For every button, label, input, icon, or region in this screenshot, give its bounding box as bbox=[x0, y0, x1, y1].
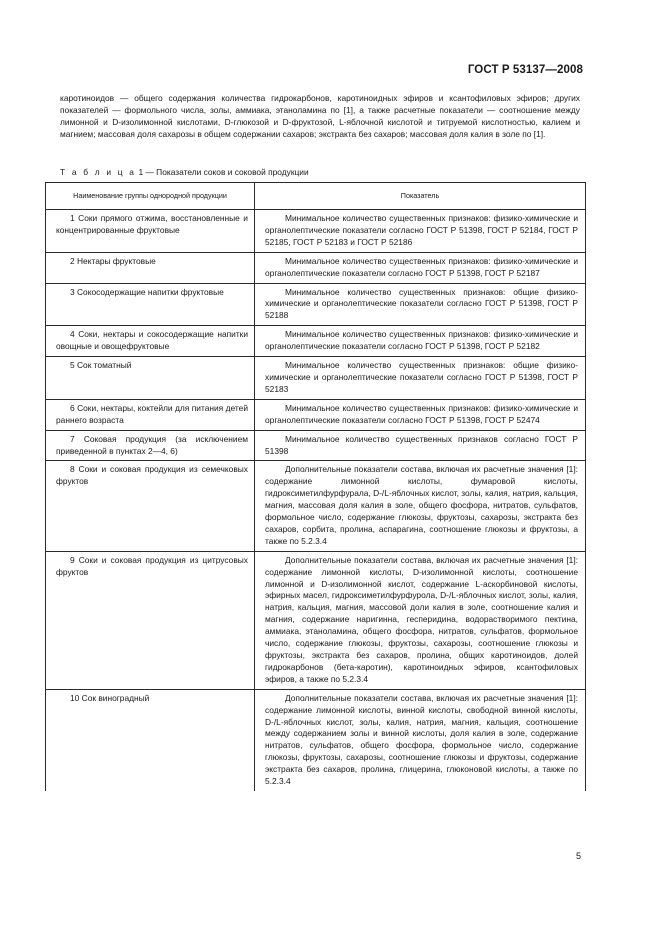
group-cell: 1 Соки прямого отжима, восстановленные и концентрированные фруктовые bbox=[46, 210, 255, 253]
table-row bbox=[46, 210, 586, 253]
table-caption-title: 1 — Показатели соков и соковой продукции bbox=[136, 167, 309, 177]
page-number: 5 bbox=[575, 851, 581, 861]
group-cell: 8 Соки и соковая продукция из семечковых фруктов bbox=[46, 461, 255, 551]
table-row bbox=[46, 461, 586, 551]
table-row bbox=[46, 283, 586, 326]
column-header-group: Наименование группы однородной продукции bbox=[46, 183, 255, 210]
group-cell: 4 Соки, нектары и сокосодержащие напитки овощные и овощефруктовые bbox=[46, 326, 255, 357]
indicator-cell: Минимальное количество существенных признаков: физико-химические и органолептические показатели согласно ГОСТ Р 51398, ГОСТ Р 52474 bbox=[255, 399, 586, 430]
table-row bbox=[46, 399, 586, 430]
group-cell: 2 Нектары фруктовые bbox=[46, 252, 255, 283]
group-cell: 3 Сокосодержащие напитки фруктовые bbox=[46, 283, 255, 326]
table-caption bbox=[60, 167, 309, 177]
indicator-cell: Минимальное количество существенных признаков: физико-химические и органолептические показатели согласно ГОСТ Р 51398, ГОСТ Р 52182 bbox=[255, 326, 586, 357]
indicator-cell: Дополнительные показатели состава, включая их расчетные значения [1]: содержание лимонной кислоты, винной кислоты, свободной винной кислоты, D-/L-яблочных кислот, золы, калия, натрия, магния, кальция, соотношение между содержанием золы и винной кислоты, доля калия в золе, содержание нитратов, сульфатов, общего фосфора, формольное число, содержание глюкозы, фруктозы, сахарозы, соотношение глюкозы и фруктозы, содержание экстракта без сахаров, пролина, глицерина, глюконовой кислоты, а также по 5.2.3.4 bbox=[255, 689, 586, 791]
table-header-row bbox=[46, 183, 586, 210]
table-row bbox=[46, 430, 586, 461]
indicator-cell: Дополнительные показатели состава, включая их расчетные значения [1]: содержание лимонной кислоты, D-изолимонной кислоты, соотношение лимонной и D-изолимонной кислот, содержание L-аскорбиновой кислоты, эфирных масел, гидроксиметилфурфурола, D-/L-яблочных кислот, золы, калия, натрия, кальция, магния, массовой доли калия в золе, соотношение калия и магния, содержание наригинна, гесперидина, водорастворимого пектина, аммиака, этаноламина, общего фосфора, нитратов, сульфатов, формольное число, содержание глюкозы, фруктозы, сахарозы, соотношение глюкозы и фруктозы, экстракта без сахаров, пролина, общих каротиноидов, долей гидрокарбонов (бета-каротин), каротиноидных эфиров, ксантофиловых эфиров, а также по 5.2.3.4 bbox=[255, 551, 586, 689]
column-header-indicator: Показатель bbox=[255, 183, 586, 210]
table-row bbox=[46, 357, 586, 400]
table-caption-prefix: Т а б л и ц а bbox=[60, 167, 137, 177]
table-row bbox=[46, 689, 586, 791]
indicator-cell: Минимальное количество существенных признаков согласно ГОСТ Р 51398 bbox=[255, 430, 586, 461]
indicators-table bbox=[45, 182, 586, 791]
indicator-cell: Дополнительные показатели состава, включая их расчетные значения [1]: содержание лимонной кислоты, фумаровой кислоты, гидроксиметилфурфурала, D-/L-яблочных кислот, золы, калия, натрия, кальция, магния, массовая доля калия в золе, общего фосфора, нитратов, сульфатов, формольное число, содержание глюкозы, фруктозы, сахарозы, экстракта без сахаров, сорбита, пролина, аспарагина, соотношение глюкозы и фруктозы, а также по 5.2.3.4 bbox=[255, 461, 586, 551]
group-cell: 5 Сок томатный bbox=[46, 357, 255, 400]
table-row bbox=[46, 551, 586, 689]
table-row bbox=[46, 326, 586, 357]
group-cell: 7 Соковая продукция (за исключением приведенной в пунктах 2—4, 6) bbox=[46, 430, 255, 461]
table-row bbox=[46, 252, 586, 283]
indicator-cell: Минимальное количество существенных признаков: общие физико-химические и органолептические показатели согласно ГОСТ Р 51398, ГОСТ Р 52188 bbox=[255, 283, 586, 326]
group-cell: 10 Сок виноградный bbox=[46, 689, 255, 791]
indicator-cell: Минимальное количество существенных признаков: физико-химические и органолептические показатели согласно ГОСТ Р 51398, ГОСТ Р 52184, ГОСТ Р 52185, ГОСТ Р 52183 и ГОСТ Р 52186 bbox=[255, 210, 586, 253]
group-cell: 9 Соки и соковая продукция из цитрусовых фруктов bbox=[46, 551, 255, 689]
intro-text: каротиноидов — общего содержания количества гидрокарбонов, каротиноидных эфиров и ксантофиловых эфиров; других показателей — формольного числа, золы, аммиака, этаноламина по [1], а также расчетные показатели — соотношение между лимонной и D-изолимонной кислотами, D-глюкозой и D-фруктозой, L-яблочной кислотой и титруемой кислотностью, калием и магнием; массовая доля сахарозы в общем содержании сахаров; экстракта без сахаров; массовая доля калия в золе по [1]. bbox=[60, 93, 580, 140]
indicator-cell: Минимальное количество существенных признаков: общие физико-химические и органолептические показатели согласно ГОСТ Р 51398, ГОСТ Р 52183 bbox=[255, 357, 586, 400]
group-cell: 6 Соки, нектары, коктейли для питания детей раннего возраста bbox=[46, 399, 255, 430]
document-code-header: ГОСТ Р 53137—2008 bbox=[467, 64, 583, 76]
indicator-cell: Минимальное количество существенных признаков: физико-химические и органолептические показатели согласно ГОСТ Р 51398, ГОСТ Р 52187 bbox=[255, 252, 586, 283]
intro-paragraph bbox=[60, 92, 580, 140]
